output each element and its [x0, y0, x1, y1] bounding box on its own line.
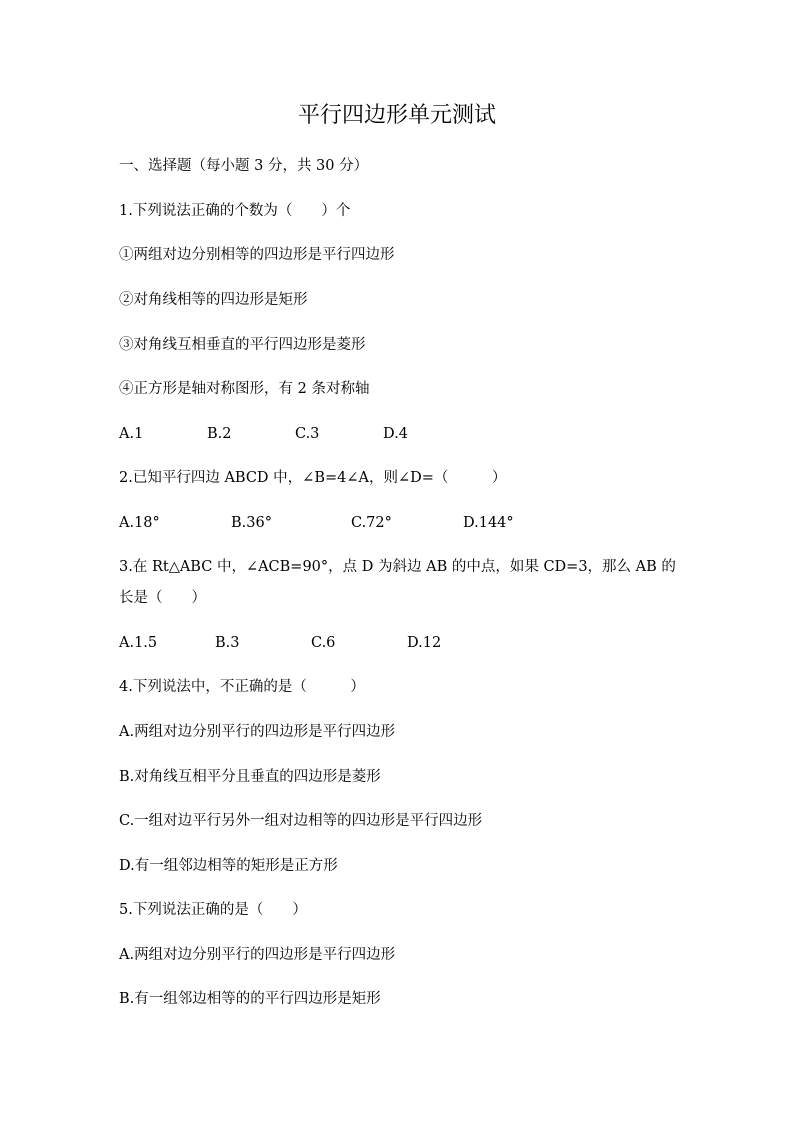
section-heading: 一、选择题（每小题 3 分，共 30 分）: [119, 158, 369, 174]
question-3-option-d: D.12: [407, 635, 442, 651]
question-2-option-b: B.36°: [231, 515, 272, 531]
question-2-options: [119, 512, 569, 534]
question-1-options: [119, 423, 519, 445]
question-1-stem: 1.下列说法正确的个数为（ ）个: [119, 203, 351, 219]
question-1-option-c: C.3: [295, 426, 320, 442]
question-1-option-a: A.1: [119, 426, 144, 442]
question-4-choice-d: D.有一组邻边相等的矩形是正方形: [119, 858, 338, 874]
question-3-stem-line-2: 长是（ ）: [119, 590, 206, 606]
question-4-choice-b: B.对角线互相平分且垂直的四边形是菱形: [119, 769, 381, 785]
question-3-stem-line-1: 3.在 Rt△ABC 中，∠ACB=90°，点 D 为斜边 AB 的中点，如果 CD=3，那么 AB 的: [119, 559, 676, 575]
question-5-stem: 5.下列说法正确的是（ ）: [119, 902, 307, 918]
question-3-options: [119, 632, 519, 654]
page-title: 平行四边形单元测试: [297, 103, 496, 128]
question-3-option-a: A.1.5: [119, 635, 158, 651]
question-1-statement-2: ②对角线相等的四边形是矩形: [119, 292, 308, 308]
question-4-choice-a: A.两组对边分别平行的四边形是平行四边形: [119, 724, 396, 740]
question-1-statement-1: ①两组对边分别相等的四边形是平行四边形: [119, 247, 395, 263]
question-2-option-d: D.144°: [463, 515, 514, 531]
question-4-stem: 4.下列说法中，不正确的是（ ）: [119, 679, 365, 695]
question-1-option-b: B.2: [207, 426, 232, 442]
question-2-stem: 2.已知平行四边 ABCD 中，∠B=4∠A，则∠D=（ ）: [119, 470, 507, 486]
question-1-option-d: D.4: [383, 426, 408, 442]
question-5-choice-b: B.有一组邻边相等的的平行四边形是矩形: [119, 991, 381, 1007]
question-1-statement-4: ④正方形是轴对称图形，有 2 条对称轴: [119, 381, 370, 397]
question-2-option-c: C.72°: [351, 515, 392, 531]
question-1-statement-3: ③对角线互相垂直的平行四边形是菱形: [119, 337, 366, 353]
question-4-choice-c: C.一组对边平行另外一组对边相等的四边形是平行四边形: [119, 813, 483, 829]
question-5-choice-a: A.两组对边分别平行的四边形是平行四边形: [119, 947, 396, 963]
question-3-option-c: C.6: [311, 635, 336, 651]
question-2-option-a: A.18°: [119, 515, 160, 531]
question-3-option-b: B.3: [215, 635, 240, 651]
